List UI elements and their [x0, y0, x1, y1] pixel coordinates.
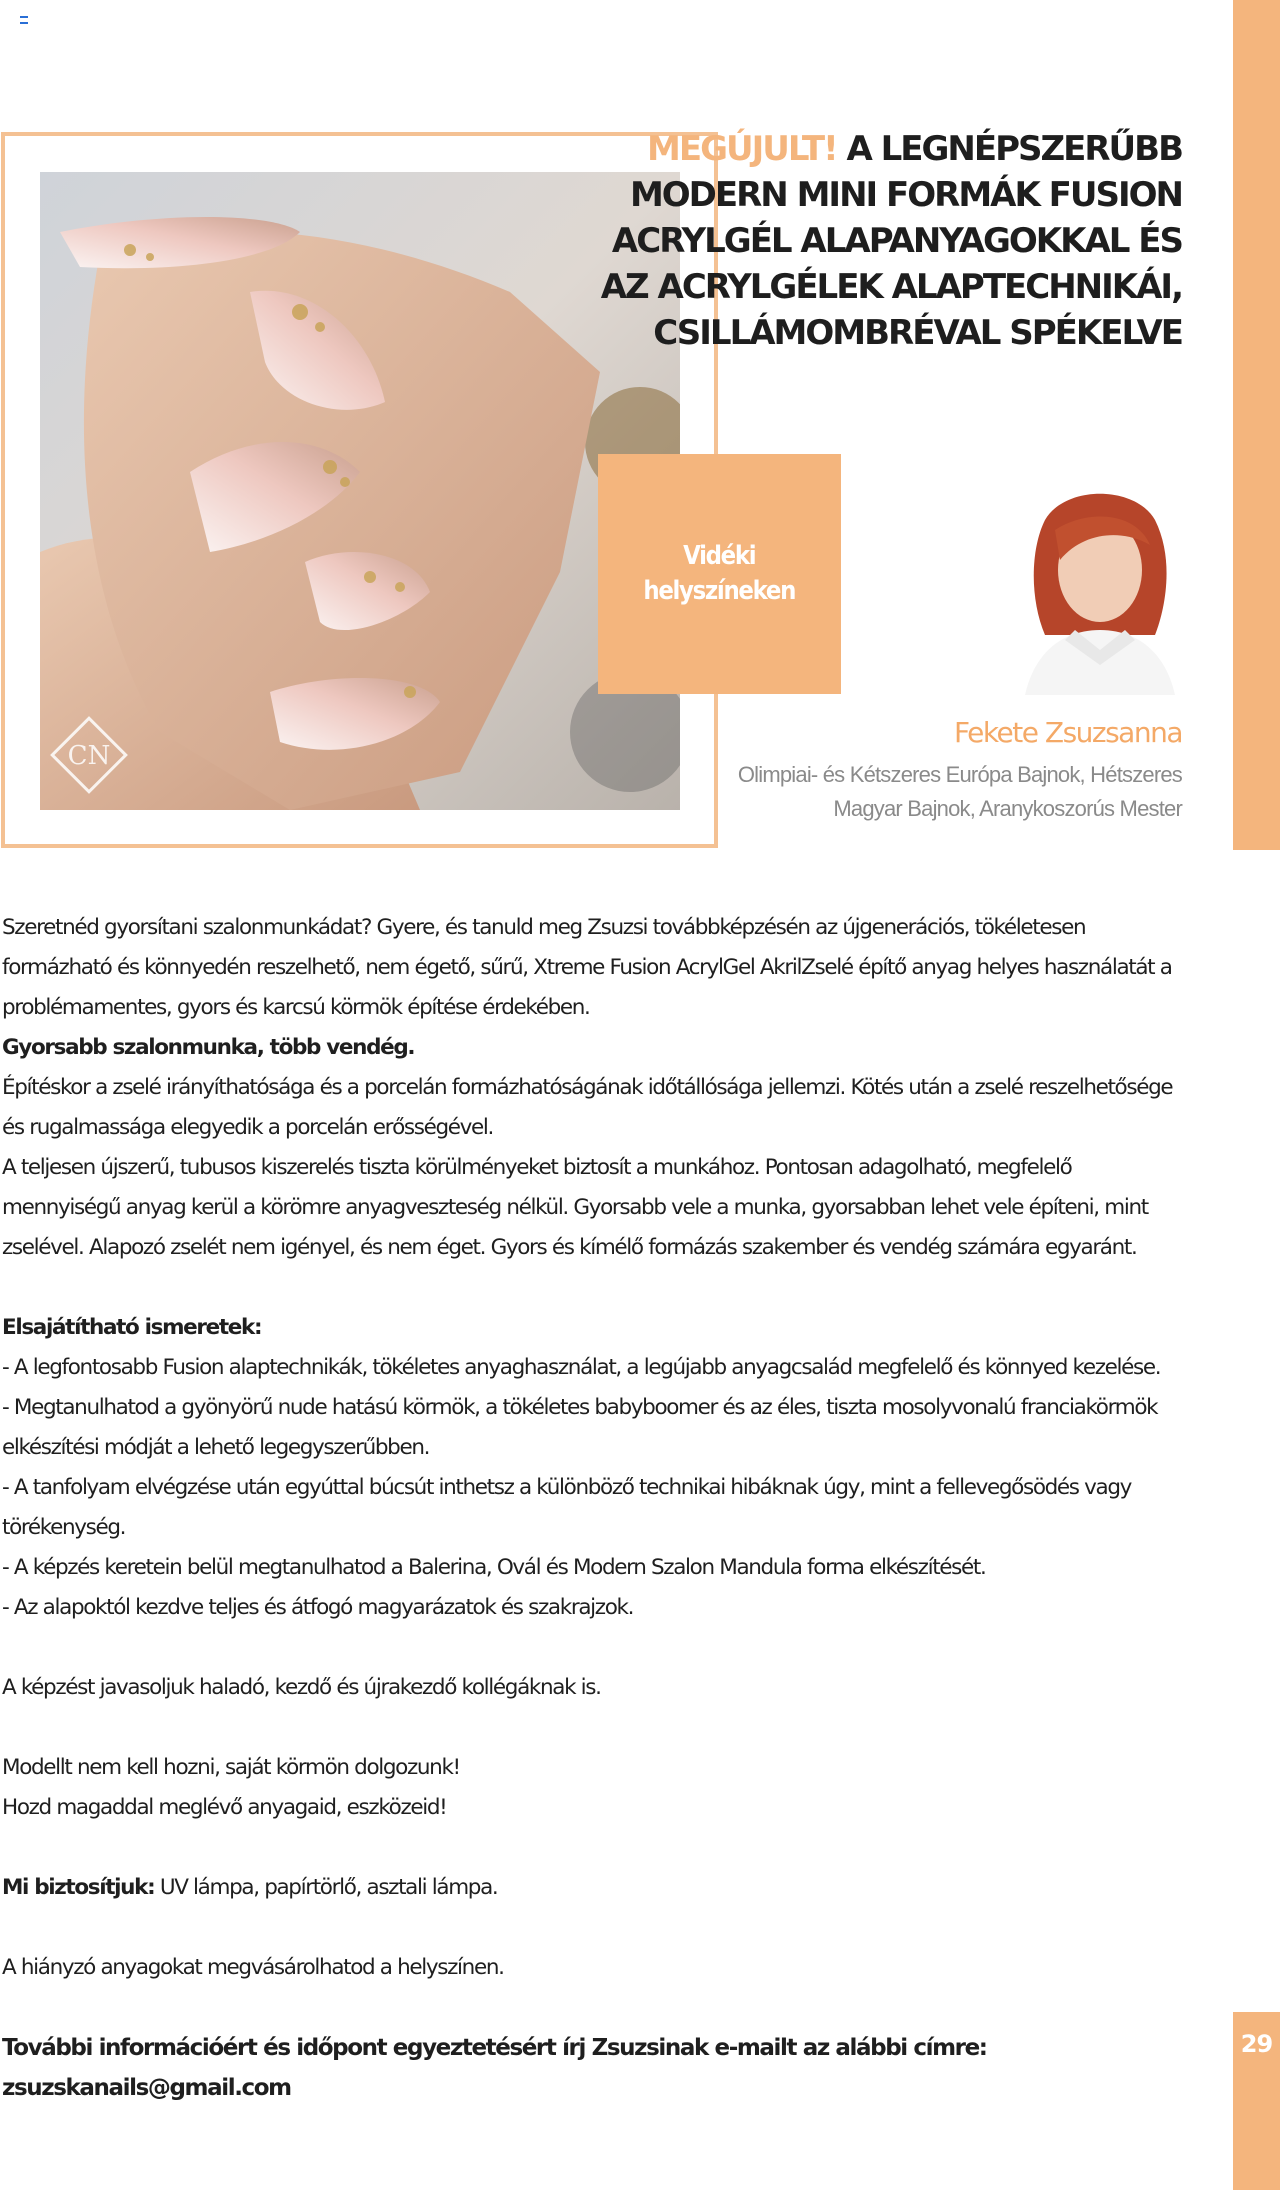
purchase-note: A hiányzó anyagokat megvásárolhatod a helyszínen.: [2, 1955, 504, 1980]
presenter-title: Olimpiai- és Kétszeres Európa Bajnok, Hétszeres Magyar Bajnok, Aranykoszorús Mester: [737, 762, 1182, 821]
presenter-name: Fekete Zsuzsanna: [954, 716, 1182, 749]
headline: [562, 126, 1182, 356]
provided-items: [2, 1868, 1187, 1908]
skill-item: - Az alapoktól kezdve teljes és átfogó magyarázatok és szakrajzok.: [2, 1595, 634, 1620]
provided-text: UV lámpa, papírtörlő, asztali lámpa.: [154, 1875, 498, 1900]
location-badge: [598, 454, 841, 694]
course-description: [2, 908, 1187, 2108]
skill-item: - A tanfolyam elvégzése után egyúttal búcsút inthetsz a különböző technikai hibáknak úgy, mint a fellevegősödés vagy törékenység.: [2, 1475, 1132, 1540]
skill-item: - A legfontosabb Fusion alaptechnikák, tökéletes anyaghasználat, a legújabb anyagcsalád megfelelő és könnyed kezelése.: [2, 1355, 1161, 1380]
headline-text: A LEGNÉPSZERŰBB MODERN MINI FORMÁK FUSION ACRYLGÉL ALAPANYAGOKKAL ÉS AZ ACRYLGÉLEK ALAPTECHNIKÁI, CSILLÁMOMBRÉVAL SPÉKELVE: [600, 129, 1182, 353]
skill-item: - Megtanulhatod a gyönyörű nude hatású körmök, a tökéletes babyboomer és az éles, tiszta mosolyvonalú franciakörmök elkészítési módját a lehető legegyszerűbben.: [2, 1395, 1158, 1460]
bring-tools-note: Hozd magaddal meglévő anyagaid, eszközeid!: [2, 1795, 447, 1820]
recommendation: A képzést javasoljuk haladó, kezdő és újrakezdő kollégáknak is.: [2, 1675, 601, 1700]
headline-accent: MEGÚJULT!: [647, 129, 837, 169]
skills-heading: Elsajátítható ismeretek:: [2, 1315, 262, 1340]
intro-paragraph: Szeretnéd gyorsítani szalonmunkádat? Gyere, és tanuld meg Zsuzsi továbbképzésén az újgenerációs, tökéletesen formázható és könnyedén reszelhető, nem égető, sűrű, Xtreme Fusion AcrylGel AkrilZselé építő anyag helyes használatát a problémamentes, gyors és karcsú körmök építése érdekében.: [2, 915, 1172, 1020]
provided-label: Mi biztosítjuk:: [2, 1875, 155, 1900]
model-note: Modellt nem kell hozni, saját körmön dolgozunk!: [2, 1755, 460, 1780]
skill-item: - A képzés keretein belül megtanulhatod a Balerina, Ovál és Modern Szalon Mandula forma elkészítését.: [2, 1555, 986, 1580]
paragraph-building: Építéskor a zselé irányíthatósága és a porcelán formázhatóságának időtállósága jellemzi. Kötés után a zselé reszelhetősége és rugalmassága elegyedik a porcelán erősségével.: [2, 1075, 1173, 1140]
contact-info: További információért és időpont egyeztetésért írj Zsuzsinak e-mailt az alábbi címre: zsuzskanails@gmail.com: [2, 2035, 987, 2101]
menu-marker-icon: [20, 16, 28, 24]
paragraph-tube: A teljesen újszerű, tubusos kiszerelés tiszta körülményeket biztosít a munkához. Pontosan adagolható, megfelelő mennyiségű anyag kerül a körömre anyagveszteség nélkül. Gyorsabb vele a munka, gyorsabban lehet vele építeni, mint zselével. Alapozó zselét nem igényel, és nem éget. Gyors és kímélő formázás szakember és vendég számára egyaránt.: [2, 1155, 1148, 1260]
slogan: Gyorsabb szalonmunka, több vendég.: [2, 1035, 415, 1060]
svg-text:CN: CN: [67, 741, 111, 771]
presenter-photo: [1005, 490, 1185, 695]
side-accent-bar: [1233, 0, 1280, 850]
page-number: 29: [1240, 2030, 1273, 2058]
location-badge-text: Vidéki helyszíneken: [643, 540, 796, 606]
